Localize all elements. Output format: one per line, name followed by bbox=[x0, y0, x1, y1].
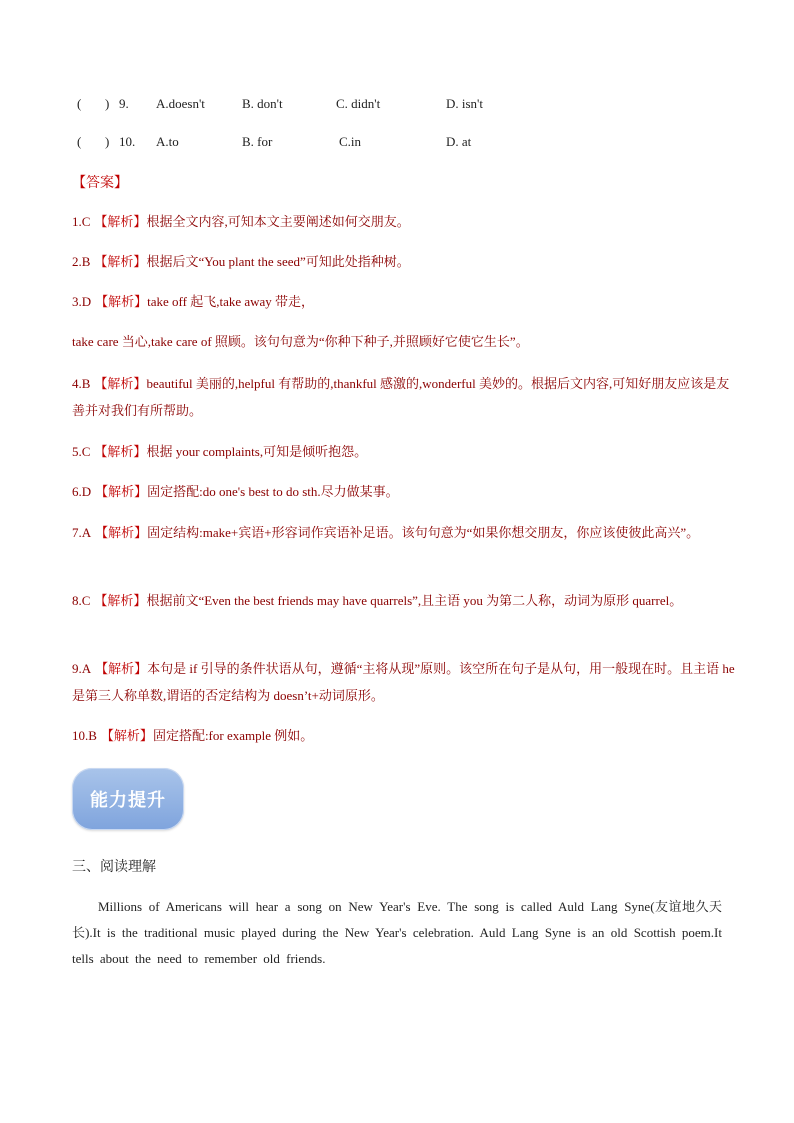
answer-explanation: 根据 your complaints,可知是倾听抱怨。 bbox=[146, 444, 368, 459]
answer-item-4 bbox=[72, 370, 736, 424]
section-title: 三、阅读理解 bbox=[72, 860, 156, 875]
answer-number: 9.A bbox=[72, 661, 92, 676]
answer-item-2 bbox=[72, 248, 736, 275]
answer-blank-close: ) bbox=[105, 96, 110, 111]
answer-heading: 【答案】 bbox=[72, 176, 128, 191]
answer-explanation: 本句是 if 引导的条件状语从句，遵循“主将从现”原则。该空所在句子是从句，用一般现在时。且主语 he 是第三人称单数,谓语的否定结构为 doesn’t+动词原形。 bbox=[72, 661, 735, 703]
answer-explanation: take care 当心,take care of 照顾。该句句意为“你种下种子,并照顾好它使它生长”。 bbox=[72, 334, 529, 349]
answer-explanation: 根据后文“You plant the seed”可知此处指种树。 bbox=[146, 254, 410, 269]
answer-number: 1.C bbox=[72, 214, 91, 229]
answer-number: 7.A bbox=[72, 525, 92, 540]
analysis-tag: 【解析】 bbox=[95, 294, 148, 309]
answer-number: 3.D bbox=[72, 294, 92, 309]
analysis-tag: 【解析】 bbox=[95, 525, 148, 540]
analysis-tag: 【解析】 bbox=[94, 593, 147, 608]
reading-passage: Millions of Americans will hear a song on New Year's Eve. The song is called Auld Lang Syne(友谊地久天长).It is the traditional music played during the New Year's celebration. Auld Lang Syne is an old Scottish poem.It tells about the need to remember old friends. bbox=[72, 899, 722, 966]
analysis-tag: 【解析】 bbox=[95, 661, 148, 676]
answer-explanation: beautiful 美丽的,helpful 有帮助的,thankful 感激的,wonderful 美妙的。根据后文内容,可知好朋友应该是友善并对我们有所帮助。 bbox=[72, 376, 730, 418]
answer-explanation: 固定结构:make+宾语+形容词作宾语补足语。该句句意为“如果你想交朋友，你应该使彼此高兴”。 bbox=[147, 525, 700, 540]
option-a: A.doesn't bbox=[156, 96, 205, 111]
option-b: B. for bbox=[242, 134, 273, 149]
option-d: D. isn't bbox=[446, 96, 484, 111]
answer-item-10 bbox=[72, 722, 736, 749]
answer-item-3-continued bbox=[72, 328, 736, 355]
answer-item-6 bbox=[72, 478, 736, 505]
analysis-tag: 【解析】 bbox=[100, 728, 153, 743]
answer-blank-open: ( bbox=[77, 96, 82, 111]
answer-number: 2.B bbox=[72, 254, 91, 269]
option-d: D. at bbox=[446, 134, 472, 149]
answer-explanation: 固定搭配:for example 例如。 bbox=[152, 728, 314, 743]
answer-number: 8.C bbox=[72, 593, 91, 608]
option-c: C.in bbox=[339, 134, 362, 149]
question-number: 10. bbox=[119, 134, 136, 149]
ability-improvement-badge: 能力提升 bbox=[72, 768, 184, 830]
question-number: 9. bbox=[119, 96, 129, 111]
answer-number: 10.B bbox=[72, 728, 97, 743]
answer-number: 5.C bbox=[72, 444, 91, 459]
answer-item-7 bbox=[72, 519, 736, 546]
answer-explanation: 根据全文内容,可知本文主要阐述如何交朋友。 bbox=[146, 214, 410, 229]
answer-item-3 bbox=[72, 288, 736, 315]
option-a: A.to bbox=[156, 134, 179, 149]
answer-explanation: 根据前文“Even the best friends may have quarrels”,且主语 you 为第二人称，动词为原形 quarrel。 bbox=[146, 593, 683, 608]
answer-explanation: take off 起飞,take away 带走， bbox=[147, 294, 315, 309]
analysis-tag: 【解析】 bbox=[95, 484, 148, 499]
answer-item-1 bbox=[72, 208, 736, 235]
answer-item-8 bbox=[72, 587, 736, 614]
analysis-tag: 【解析】 bbox=[94, 254, 147, 269]
answer-blank-close: ) bbox=[105, 134, 110, 149]
analysis-tag: 【解析】 bbox=[94, 444, 147, 459]
answer-explanation: 固定搭配:do one's best to do sth.尽力做某事。 bbox=[147, 484, 399, 499]
option-b: B. don't bbox=[242, 96, 283, 111]
answer-number: 4.B bbox=[72, 376, 91, 391]
analysis-tag: 【解析】 bbox=[94, 376, 147, 391]
answer-item-9 bbox=[72, 655, 736, 709]
answer-blank-open: ( bbox=[77, 134, 82, 149]
analysis-tag: 【解析】 bbox=[94, 214, 147, 229]
answer-item-5 bbox=[72, 438, 736, 465]
answer-number: 6.D bbox=[72, 484, 92, 499]
option-c: C. didn't bbox=[336, 96, 381, 111]
